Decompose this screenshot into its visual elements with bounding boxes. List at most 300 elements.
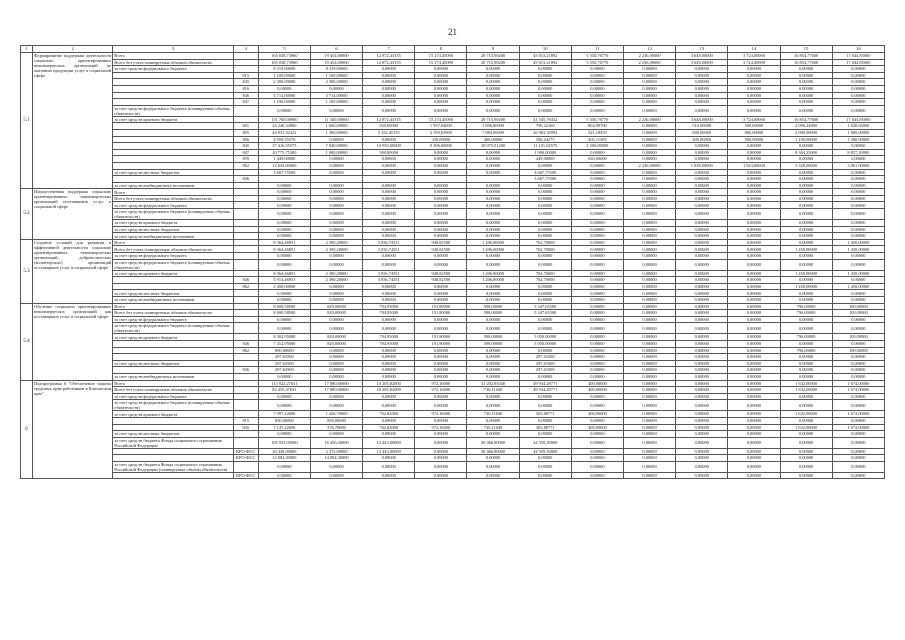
amount-cell: 1 300,00000 [310,129,362,136]
table-row [21,176,885,183]
budget-code: 859 [233,156,258,163]
budget-code: 816 [233,85,258,92]
amount-cell: 1 206,00000 [467,277,519,284]
amount-cell: 0,00000 [571,220,623,227]
table-row [21,303,885,310]
amount-cell: 0,00000 [467,347,519,354]
amount-cell: 0,00000 [415,455,467,462]
amount-cell [363,176,415,183]
amount-cell: 0,00000 [571,202,623,209]
amount-cell: 0,00000 [571,472,623,479]
table-row [21,448,885,455]
amount-cell: 3 648,00000 [676,116,728,123]
funding-source: Всего без учета планируемых объемов обязательств [113,387,233,394]
amount-cell: 0,00000 [415,156,467,163]
amount-cell: 8 600,58500 [258,303,310,310]
amount-cell: 0,00000 [310,85,362,92]
header-cell: 16 [832,46,884,53]
amount-cell: 0,00000 [571,270,623,277]
amount-cell: 0,00000 [571,347,623,354]
table-row [21,79,885,86]
amount-cell: 0,00000 [623,360,675,367]
funding-source [113,162,233,169]
amount-cell: 0,00000 [467,360,519,367]
amount-cell: 0,00000 [832,220,884,227]
amount-cell: 1 206,00000 [467,246,519,253]
amount-cell: 0,00000 [571,105,623,116]
amount-cell: 1 632,00000 [780,411,832,418]
amount-cell: 24 246,34960 [258,123,310,130]
amount-cell: 3 714,00000 [310,92,362,99]
amount-cell: 0,00000 [780,297,832,304]
amount-cell: 0,00000 [310,400,362,411]
amount-cell [258,176,310,183]
amount-cell: 0,00000 [519,105,571,116]
amount-cell: 0,00000 [519,233,571,240]
amount-cell: 0,00000 [310,182,362,189]
amount-cell: 0,00000 [623,347,675,354]
amount-cell: 0,00000 [467,189,519,196]
funding-source: за счет средств бюджета Фонда социального страхования Российской Федерации (планируемые объемы обязательств) [113,461,233,472]
amount-cell: 3 861,00000 [832,162,884,169]
amount-cell: 0,00000 [623,354,675,361]
amount-cell: 0,00000 [258,297,310,304]
amount-cell: 0,00000 [832,461,884,472]
funding-source: за счет средств краевого бюджета [113,116,233,123]
amount-cell: 500,00000 [363,149,415,156]
amount-cell: 0,00000 [623,303,675,310]
amount-cell: 0,00000 [310,323,362,334]
amount-cell: 762,70000 [519,239,571,246]
amount-cell: 948,82500 [415,246,467,253]
amount-cell: 20 775,75300 [258,149,310,156]
amount-cell: 0,00000 [676,99,728,106]
table-row [21,143,885,150]
amount-cell: 0,00000 [519,66,571,73]
budget-code: 805 [233,129,258,136]
amount-cell: 0,00000 [728,283,780,290]
table-row [21,367,885,374]
amount-cell: 598,00000 [467,310,519,317]
amount-cell: 0,00000 [571,182,623,189]
amount-cell: 0,00000 [467,373,519,380]
amount-cell: 19 454,00000 [310,53,362,60]
amount-cell: 0,00000 [467,297,519,304]
amount-cell: 0,00000 [519,202,571,209]
section-index: 5.1 [21,53,33,189]
funding-source: Всего [113,189,233,196]
budget-code: 846 [233,176,258,183]
amount-cell: 403,11295 [571,136,623,143]
amount-cell: 0,00000 [780,277,832,284]
amount-cell: 5 550,76770 [571,59,623,66]
amount-cell: 0,00000 [363,297,415,304]
amount-cell: 5 914,46851 [258,277,310,284]
table-row [21,340,885,347]
amount-cell: 0,00000 [832,316,884,323]
amount-cell: 0,00000 [676,85,728,92]
amount-cell: 0,00000 [363,202,415,209]
amount-cell: 3 724,00000 [728,116,780,123]
amount-cell: 0,00000 [415,72,467,79]
amount-cell: 0,00000 [676,316,728,323]
funding-source [113,424,233,431]
header-cell: 5 [258,46,310,53]
amount-cell: 0,00000 [676,246,728,253]
amount-cell: 1 632,00000 [780,424,832,431]
amount-cell: 0,00000 [258,461,310,472]
funding-source: за счет средств федерального бюджета (планируемые объемы обязательств) [113,400,233,411]
amount-cell: 0,00000 [780,437,832,448]
amount-cell: 0,00000 [780,195,832,202]
header-cell: 1 [21,46,33,53]
amount-cell: 1 450,00000 [780,270,832,277]
amount-cell: 0,00000 [363,220,415,227]
header-cell: 13 [676,46,728,53]
amount-cell: 0,00000 [623,143,675,150]
amount-cell: 0,00000 [780,202,832,209]
header-cell: 14 [728,46,780,53]
amount-cell: 0,00000 [676,417,728,424]
amount-cell: 0,00000 [623,136,675,143]
amount-cell: 20 715,90200 [467,53,519,60]
amount-cell: 0,00000 [258,220,310,227]
amount-cell: 2 390,20000 [310,246,362,253]
amount-cell: 0,00000 [623,189,675,196]
amount-cell: 0,00000 [728,411,780,418]
table-row [21,431,885,438]
amount-cell: 0,00000 [415,169,467,176]
header-row [21,46,885,53]
amount-cell: 0,00000 [467,233,519,240]
budget-code: 801 [233,123,258,130]
amount-cell: 598,00000 [467,303,519,310]
table-row [21,136,885,143]
amount-cell: 0,00000 [519,417,571,424]
amount-cell: 5 347,63500 [519,310,571,317]
funding-source [113,448,233,455]
budget-code: 847 [233,149,258,156]
amount-cell: 0,00000 [571,455,623,462]
funding-source: Всего без учета планируемых объемов обязательств [113,310,233,317]
amount-cell: 0,00000 [623,387,675,394]
amount-cell: 3 724,00000 [728,59,780,66]
amount-cell: 0,00000 [571,195,623,202]
amount-cell: 0,00000 [571,297,623,304]
amount-cell: 0,00000 [363,156,415,163]
amount-cell: 0,00000 [258,189,310,196]
amount-cell: 0,00000 [728,176,780,183]
funding-source [113,283,233,290]
funding-source: за счет средств местных бюджетов [113,360,233,367]
table-row [21,195,885,202]
budget-code [233,373,258,380]
amount-cell: 7 147,22600 [258,424,310,431]
budget-code [233,182,258,189]
section-description: Создание условий для развития и эффективной деятельности социально ориентированных некоммерческих организаций, добровольческих (волонтерских) организаций поставщиков услуг в социальной сфере [33,239,113,303]
amount-cell: 0,00000 [676,176,728,183]
amount-cell: 0,00000 [467,455,519,462]
amount-cell: 1 450,00000 [832,270,884,277]
amount-cell: 0,00000 [363,209,415,220]
amount-cell: 0,00000 [415,290,467,297]
amount-cell: 0,00000 [519,373,571,380]
amount-cell: 0,00000 [780,85,832,92]
amount-cell: 0,00000 [623,149,675,156]
amount-cell: 0,00000 [571,323,623,334]
amount-cell: 0,00000 [467,461,519,472]
amount-cell: 0,00000 [780,461,832,472]
amount-cell: 0,00000 [363,136,415,143]
amount-cell: 0,00000 [415,400,467,411]
amount-cell: 972,16000 [415,424,467,431]
funding-source [113,367,233,374]
amount-cell: 1 450,00000 [832,246,884,253]
amount-cell: 0,00000 [780,455,832,462]
amount-cell: 0,00000 [363,417,415,424]
amount-cell: 804,99700 [571,123,623,130]
amount-cell: 0,00000 [415,189,467,196]
page-number: 21 [448,27,457,37]
budget-code [233,233,258,240]
amount-cell: 0,00000 [728,367,780,374]
funding-source: за счет средств бюджета Фонда социального страхования Российской Федерации [113,437,233,448]
funding-source [113,92,233,99]
amount-cell: 0,00000 [519,189,571,196]
amount-cell: 0,00000 [363,99,415,106]
amount-cell: 0,00000 [415,367,467,374]
amount-cell: 8 364,46851 [258,246,310,253]
amount-cell [415,176,467,183]
amount-cell: 0,00000 [780,290,832,297]
amount-cell: 0,00000 [415,297,467,304]
amount-cell: 0,00000 [467,202,519,209]
amount-cell: 0,00000 [258,472,310,479]
budget-code: 846 [233,367,258,374]
table-row [21,393,885,400]
amount-cell: 0,00000 [415,209,467,220]
amount-cell: 0,00000 [363,233,415,240]
amount-cell: 0,00000 [415,149,467,156]
amount-cell: 2 000,00000 [780,129,832,136]
amount-cell: 0,00000 [519,195,571,202]
amount-cell: 0,00000 [780,417,832,424]
amount-cell: 2 300,00000 [310,79,362,86]
amount-cell: 0,00000 [363,105,415,116]
amount-cell: 0,00000 [728,246,780,253]
amount-cell: 0,00000 [363,283,415,290]
amount-cell: 0,00000 [571,334,623,341]
amount-cell: 0,00000 [571,437,623,448]
amount-cell: 0,00000 [363,472,415,479]
amount-cell: 82 455,47631 [258,387,310,394]
table-row [21,360,885,367]
table-row [21,72,885,79]
amount-cell: 800,00000 [728,129,780,136]
amount-cell: 796,00000 [780,334,832,341]
amount-cell: 100,00000 [832,310,884,317]
budget-code [233,270,258,277]
amount-cell: 0,00000 [415,373,467,380]
amount-cell: 0,00000 [832,66,884,73]
amount-cell: 0,00000 [832,259,884,270]
amount-cell: 0,00000 [467,283,519,290]
amount-cell: 0,00000 [258,259,310,270]
amount-cell: 2 300,00000 [258,79,310,86]
funding-source [113,79,233,86]
amount-cell: 8 319,00000 [310,66,362,73]
budget-code: КРО-ФСС [233,448,258,455]
amount-cell: 191,80000 [415,310,467,317]
amount-cell: 297,63500 [519,360,571,367]
amount-cell: 0,00000 [519,290,571,297]
amount-cell: 0,00000 [728,472,780,479]
amount-cell: 0,00000 [780,354,832,361]
amount-cell: 0,00000 [415,202,467,209]
amount-cell: 10 950,00000 [363,143,415,150]
amount-cell: 100,00000 [832,303,884,310]
amount-cell: 0,00000 [519,461,571,472]
amount-cell: 0,00000 [728,220,780,227]
amount-cell: 0,00000 [676,400,728,411]
amount-cell: 20 715,90200 [467,116,519,123]
amount-cell: 2 236,00000 [623,53,675,60]
amount-cell: 0,00000 [571,393,623,400]
budget-code [233,253,258,260]
budget-code [233,310,258,317]
header-cell: 7 [363,46,415,53]
amount-cell: 12 443,00000 [363,437,415,448]
amount-cell: 0,00000 [571,85,623,92]
amount-cell: 0,00000 [571,72,623,79]
funding-source: за счет средств федерального бюджета [113,66,233,73]
budget-code [233,202,258,209]
amount-cell: 2 390,20000 [310,277,362,284]
amount-cell: 0,00000 [728,417,780,424]
amount-cell: 0,00000 [832,323,884,334]
table-row [21,209,885,220]
amount-cell: 17 880,00000 [310,380,362,387]
amount-cell: 0,00000 [519,162,571,169]
amount-cell: 0,00000 [832,92,884,99]
amount-cell: 0,00000 [780,233,832,240]
amount-cell: 1 100,00000 [258,99,310,106]
amount-cell: 0,00000 [623,233,675,240]
amount-cell: 0,00000 [623,66,675,73]
amount-cell: 0,00000 [519,99,571,106]
amount-cell: 44 831,32322 [258,129,310,136]
amount-cell: 3 056,74551 [363,270,415,277]
amount-cell: 0,00000 [623,72,675,79]
funding-source: за счет средств краевого бюджета [113,411,233,418]
amount-cell: 0,00000 [467,253,519,260]
amount-cell: 0,00000 [571,316,623,323]
amount-cell: 5 050,00000 [519,334,571,341]
amount-cell: 0,00000 [415,360,467,367]
amount-cell: 400,00000 [467,136,519,143]
header-cell: 15 [780,46,832,53]
amount-cell: 12 872,43155 [363,53,415,60]
amount-cell: 0,00000 [258,105,310,116]
budget-code [233,220,258,227]
amount-cell: 0,00000 [780,169,832,176]
amount-cell: 0,00000 [519,85,571,92]
amount-cell: 0,00000 [728,149,780,156]
budget-code [233,259,258,270]
amount-cell: 0,00000 [623,226,675,233]
amount-cell: 0,00000 [728,431,780,438]
amount-cell: 0,00000 [623,380,675,387]
amount-cell: 0,00000 [363,455,415,462]
amount-cell: 0,00000 [676,79,728,86]
amount-cell: 0,00000 [363,373,415,380]
amount-cell: 0,00000 [519,79,571,86]
amount-cell: 0,00000 [310,297,362,304]
funding-source [113,340,233,347]
amount-cell: 0,00000 [780,253,832,260]
amount-cell: 0,00000 [310,209,362,220]
amount-cell: 0,00000 [623,85,675,92]
amount-cell: 1 206,00000 [467,239,519,246]
amount-cell: 0,00000 [363,259,415,270]
amount-cell: 0,00000 [780,92,832,99]
amount-cell: 0,00000 [676,259,728,270]
amount-cell: 0,00000 [519,400,571,411]
amount-cell: 762,70000 [519,270,571,277]
amount-cell: 297,63500 [258,354,310,361]
amount-cell: 0,00000 [832,367,884,374]
amount-cell: 30 466,80000 [467,448,519,455]
table-row [21,283,885,290]
amount-cell: 2 236,00000 [623,162,675,169]
funding-source: за счет средств федерального бюджета [113,253,233,260]
budget-code: 845 [233,424,258,431]
budget-code: 846 [233,340,258,347]
budget-code [233,209,258,220]
budget-code: 847 [233,99,258,106]
amount-cell: 30 466,80000 [467,437,519,448]
amount-cell: 0,00000 [571,233,623,240]
funding-source: за счет средств федерального бюджета [113,202,233,209]
amount-cell: 1 674,00000 [832,411,884,418]
amount-cell: 165 038,73960 [258,59,310,66]
amount-cell: 0,00000 [258,233,310,240]
amount-cell: 0,00000 [415,99,467,106]
amount-cell: 736,11040 [467,411,519,418]
header-cell: 12 [623,46,675,53]
budget-code [233,431,258,438]
amount-cell: 14 084,30000 [258,455,310,462]
amount-cell: 297,63500 [258,367,310,374]
amount-cell: 2 236,00000 [623,59,675,66]
table-row [21,472,885,479]
amount-cell: 0,00000 [623,411,675,418]
amount-cell: 790,22160 [519,123,571,130]
amount-cell: 1 426,70000 [310,411,362,418]
amount-cell: 0,00000 [676,347,728,354]
amount-cell: 449,00000 [519,156,571,163]
amount-cell: 0,00000 [728,99,780,106]
amount-cell: 0,00000 [415,461,467,472]
amount-cell: 0,00000 [258,195,310,202]
amount-cell: 0,00000 [467,66,519,73]
amount-cell: 17 044,85000 [832,53,884,60]
amount-cell: 0,00000 [571,66,623,73]
amount-cell: 0,00000 [623,340,675,347]
amount-cell: 0,00000 [728,400,780,411]
funding-source [113,149,233,156]
amount-cell: 0,00000 [571,99,623,106]
